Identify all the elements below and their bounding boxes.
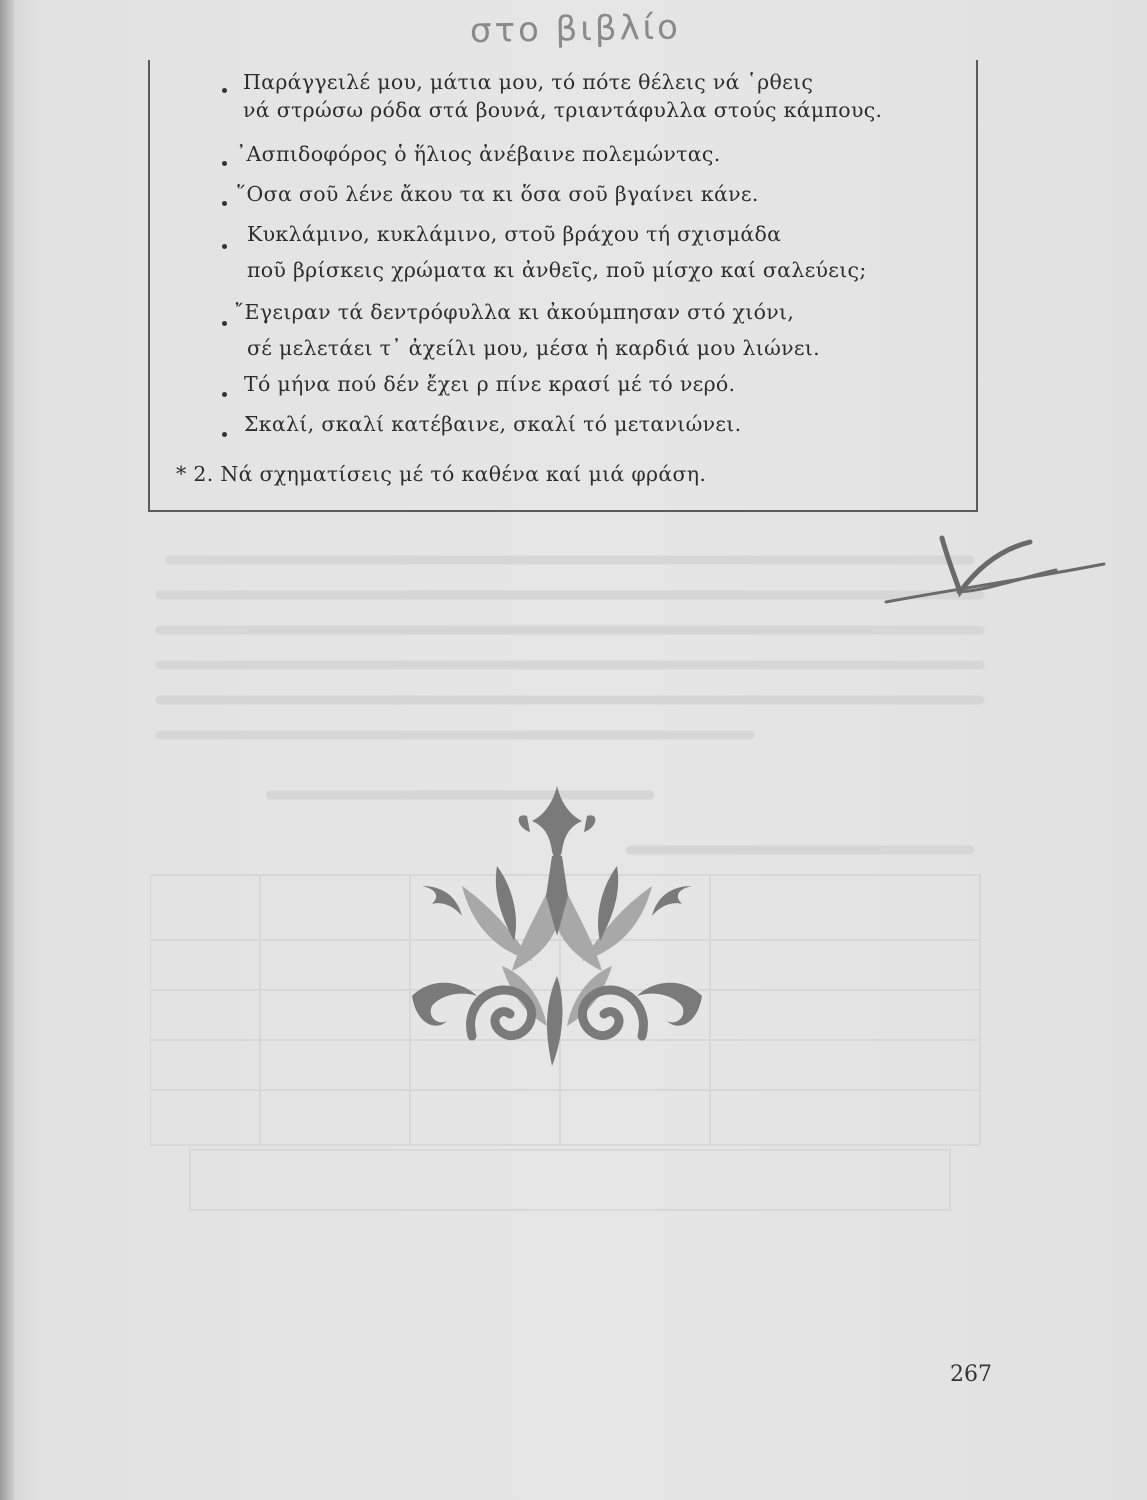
exercise-line: ποῦ βρίσκεις χρώματα κι ἀνθεῖς, ποῦ μίσχο καί σαλεύεις;: [247, 258, 867, 282]
exercise-line: ῎Εγειραν τά δεντρόφυλλα κι ἀκούμπησαν στό χιόνι,: [234, 300, 795, 324]
exercise-line: Παράγγειλέ μου, μάτια μου, τό πότε θέλεις νά ῾ρθεις: [243, 70, 814, 94]
exercise-line: Κυκλάμινο, κυκλάμινο, στοῦ βράχου τή σχισμάδα: [247, 222, 782, 246]
bullet-icon: [222, 201, 227, 206]
instruction-text: * 2. Νά σχηματίσεις μέ τό καθένα καί μιά φράση.: [176, 462, 707, 486]
exercise-line: Τό μήνα πού δέν ἔχει ρ πίνε κρασί μέ τό νερό.: [244, 372, 736, 396]
exercise-line: σέ μελετάει τ᾿ ἀχείλι μου, μέσα ἡ καρδιά μου λιώνει.: [247, 336, 820, 360]
page-number: 267: [950, 1362, 992, 1387]
bullet-icon: [222, 432, 227, 437]
handwritten-note: στο βιβλίο: [469, 7, 682, 52]
bullet-icon: [222, 161, 227, 166]
exercise-line: νά στρώσω ρόδα στά βουνά, τριαντάφυλλα στούς κάμπους.: [243, 98, 883, 122]
binding-edge: [0, 0, 14, 1500]
bullet-icon: [222, 392, 227, 397]
pencil-checkmark-icon: [880, 520, 1110, 620]
exercise-line: ῞Οσα σοῦ λένε ἄκου τα κι ὅσα σοῦ βγαίνει κάνε.: [236, 182, 759, 206]
bullet-icon: [222, 321, 227, 326]
bullet-icon: [222, 88, 227, 93]
exercise-line: ᾿Ασπιδοφόρος ὁ ἥλιος ἀνέβαινε πολεμώντας.: [236, 142, 721, 166]
decorative-ornament-icon: [402, 776, 712, 1076]
bullet-icon: [222, 244, 227, 249]
exercise-line: Σκαλί, σκαλί κατέβαινε, σκαλί τό μετανιώνει.: [244, 412, 742, 436]
exercise-box: [148, 60, 978, 512]
